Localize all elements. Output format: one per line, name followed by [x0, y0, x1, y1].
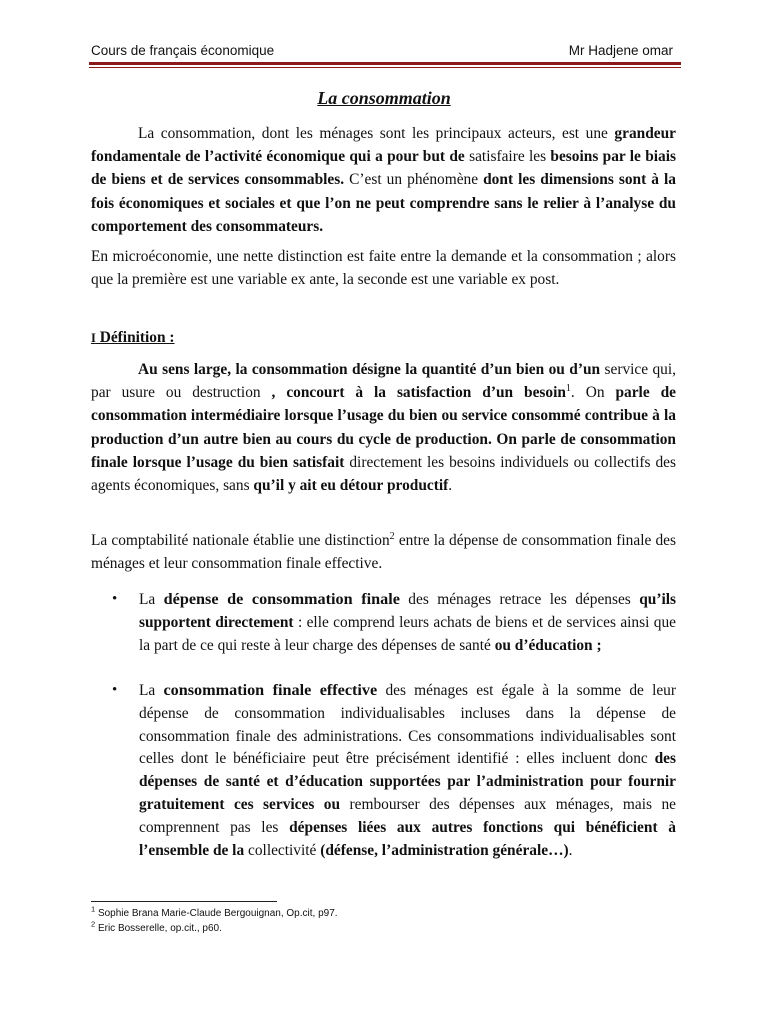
definition-paragraph-1: Au sens large, la consommation désigne la quantité d’un bien ou d’un service qui, par usure ou destruction , concourt à la satisfaction d’un besoin$^1$. On parle de consommation intermédiaire lorsque l’usage du bien ou service consommé contribue à la production d’un autre bien au cours du cycle de production. On parle de consommation finale lorsque l’usage du bien satisfait directement les besoins individuels ou collectifs des agents économiques, sans qu’il y ait eu détour productif.	[91, 361, 677, 495]
bullet-symbol: •	[112, 682, 118, 698]
page-title: La consommation	[317, 88, 451, 108]
definition-paragraph-2: La comptabilité nationale établie une distinction$^2$ entre la dépense de consommation finale des ménages et leur consommation finale effective.	[91, 530, 676, 573]
footnote-separator	[91, 901, 277, 902]
intro-paragraph-2: En microéconomie, une nette distinction est faite entre la demande et la consommation ; alors que la première est une variable ex ante, la seconde est une variable ex post.	[91, 248, 676, 289]
footnote-2: $^2$ Eric Bosserelle, op.cit., p60.	[91, 919, 222, 934]
list-item: La consommation finale effective des ménages est égale à la somme de leur dépense de consommation individualisables incluses dans la dépense de consommation finale des administrations. Ces consommations individualisables sont celles dont le bénéficiaire peut être précisément identifié : elles incluent donc des dépenses de santé et d’éducation supportées par l’administration pour fournir gratuitement ces services ou rembourser des dépenses aux ménages, mais ne comprennent pas les dépenses liées aux autres fonctions qui bénéficient à l’ensemble de la collectivité (défense, l’administration générale…).	[139, 681, 677, 859]
header-rule-thin	[89, 67, 681, 68]
intro-paragraph-1: La consommation, dont les ménages sont les principaux acteurs, est une grandeur fondamentale de l’activité économique qui a pour but de satisfaire les besoins par le biais de biens et de services consommables. C’est un phénomène dont les dimensions sont à la fois économiques et sociales et que l’on ne peut comprendre sans le relier à l’analyse du comportement des consommateurs.	[91, 125, 677, 235]
footnote-1: $^1$ Sophie Brana Marie-Claude Bergouignan, Op.cit, p97.	[91, 904, 338, 919]
page-header	[91, 43, 681, 63]
section-heading-definition: I Définition :	[91, 329, 175, 346]
bullet-symbol: •	[112, 591, 118, 607]
header-course-title: Cours de français économique	[91, 43, 275, 58]
header-author: Mr Hadjene omar	[568, 43, 673, 58]
footnote-ref-1: 1	[565, 383, 571, 395]
list-item: La dépense de consommation finale des ménages retrace les dépenses qu’ils supportent directement : elle comprend leurs achats de biens et de services ainsi que la part de ce qui reste à leur charge des dépenses de santé ou d’éducation ;	[139, 590, 677, 654]
footnote-ref-2: 2	[389, 530, 395, 542]
header-rule-thick	[89, 62, 681, 65]
